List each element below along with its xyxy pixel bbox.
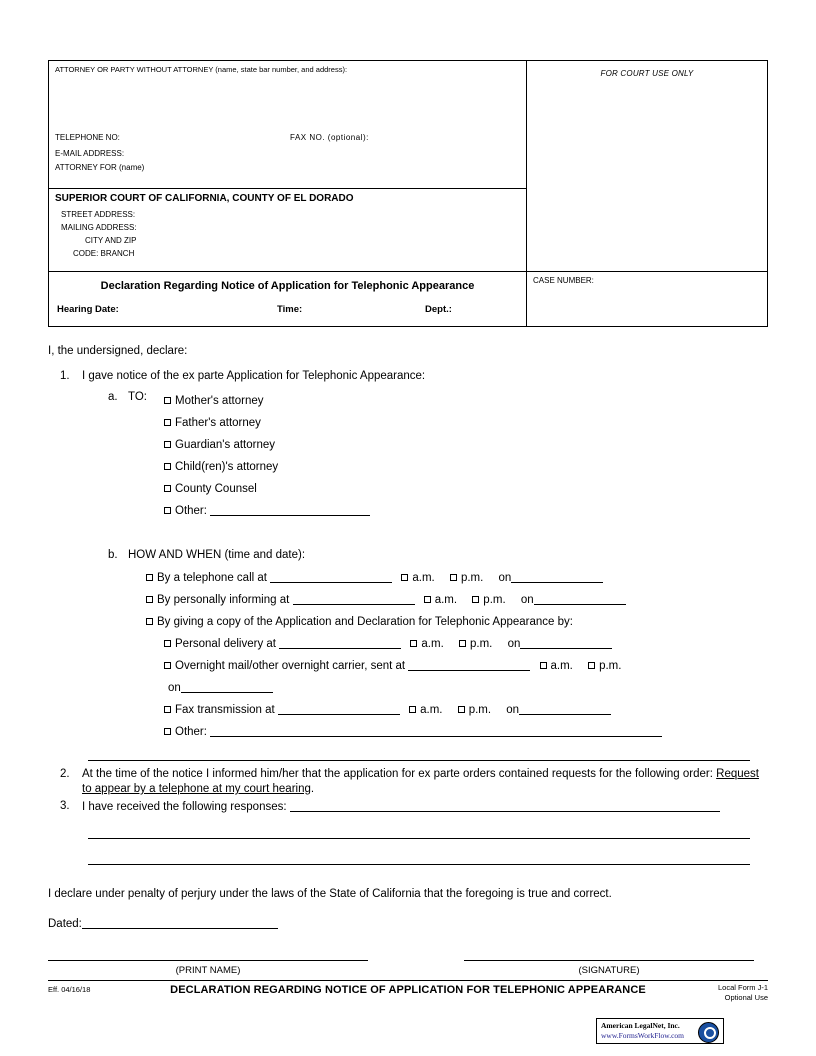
item-1b [48,548,768,743]
time-fill-in[interactable] [279,636,401,649]
date-fill-in[interactable] [519,702,611,715]
attorney-for-label: ATTORNEY FOR (name) [55,163,145,172]
how-when-options [146,567,768,743]
date-fill-in[interactable] [181,680,273,693]
option-mothers-attorney[interactable] [164,390,768,412]
attorney-block [49,61,526,189]
hearing-row [55,304,520,318]
signature-label: (SIGNATURE) [578,965,640,976]
to-options-list [164,390,768,522]
court-name: SUPERIOR COURT OF CALIFORNIA, COUNTY OF EL DORADO [55,193,354,204]
effective-date: Eff. 04/16/18 [48,985,91,994]
legalnet-url: www.FormsWorkFlow.com [601,1031,685,1040]
time-label: Time: [277,304,303,315]
legalnet-name: American LegalNet, Inc. [601,1021,680,1030]
form-number: Local Form J-1 [717,983,768,992]
attorney-label: ATTORNEY OR PARTY WITHOUT ATTORNEY (name, state bar number, and address): [55,65,348,74]
mailing-address-label: MAILING ADDRESS: [61,223,137,232]
checkbox-icon[interactable] [588,662,595,669]
dated-fill-in[interactable] [82,916,278,929]
checkbox-icon[interactable] [146,574,153,581]
am-label: a.m. [421,638,444,650]
date-fill-in[interactable] [534,592,626,605]
on-label: on [168,682,181,694]
option-label: Mother's attorney [175,395,264,407]
perjury-statement: I declare under penalty of perjury under the laws of the State of California that the foregoing is true and correct. [48,888,612,900]
checkbox-icon[interactable] [164,507,171,514]
item-3-text [82,799,768,815]
am-label: a.m. [434,594,458,606]
for-court-use-label: FOR COURT USE ONLY [600,69,694,78]
option-county-counsel[interactable] [164,478,768,500]
item-2-part1: At the time of the notice I informed him/her that the application for ex parte orders contained requests for the following order: [82,768,713,780]
item-1 [48,369,768,384]
item-1-number: 1. [60,370,70,382]
form-number-block [718,983,768,1003]
footer-title: DECLARATION REGARDING NOTICE OF APPLICATION FOR TELEPHONIC APPEARANCE [170,984,646,996]
option-label: Personal delivery at [175,638,276,650]
street-address-label: STREET ADDRESS: [61,210,136,219]
checkbox-icon[interactable] [164,485,171,492]
overnight-mail-date-row [168,677,768,699]
email-label: E-MAIL ADDRESS: [55,149,125,158]
item-1a-body [128,390,768,522]
time-fill-in[interactable] [408,658,530,671]
on-label: on [520,594,534,606]
checkbox-icon[interactable] [146,596,153,603]
am-label: a.m. [412,572,435,584]
checkbox-icon[interactable] [409,706,416,713]
on-label: on [506,704,520,716]
optional-use: Optional Use [724,993,768,1002]
code-branch-label: CODE: BRANCH [73,249,135,258]
legalnet-stamp [596,1018,724,1044]
checkbox-icon[interactable] [472,596,479,603]
on-label: on [498,572,512,584]
for-court-use-box [527,61,767,271]
item-2-period: . [310,783,315,795]
time-fill-in[interactable] [293,592,415,605]
page-footer [48,980,768,1002]
item-1b-heading: HOW AND WHEN (time and date): [128,549,306,561]
to-label: TO: [128,391,147,403]
court-block [49,189,526,271]
other-fill-in[interactable] [210,503,370,516]
pm-label: p.m. [460,572,484,584]
checkbox-icon[interactable] [401,574,408,581]
item-3-label: I have received the following responses: [82,801,287,813]
time-fill-in[interactable] [278,702,400,715]
date-fill-in[interactable] [511,570,603,583]
continuation-line-2[interactable] [88,825,750,839]
option-overnight-mail[interactable] [164,655,768,677]
caption-bottom [49,271,767,326]
print-name-block[interactable] [48,960,368,978]
telephone-row [55,133,521,142]
option-fathers-attorney[interactable] [164,412,768,434]
case-number-cell [527,272,767,326]
item-3-number: 3. [60,800,70,812]
pm-label: p.m. [483,594,506,606]
legalnet-logo-icon [698,1022,719,1043]
option-label: Father's attorney [175,417,261,429]
item-2-number: 2. [60,768,70,780]
continuation-line-3[interactable] [88,851,750,865]
responses-fill-in[interactable] [290,799,720,812]
item-1b-body [128,548,768,743]
fax-label: FAX NO. (optional): [290,133,369,142]
checkbox-icon[interactable] [164,419,171,426]
city-and-zip-label: CITY AND ZIP [85,236,137,245]
option-telephone-call[interactable] [146,567,768,589]
print-name-label: (PRINT NAME) [175,965,241,976]
checkbox-icon[interactable] [410,640,417,647]
item-1b-letter: b. [108,549,118,561]
other-method-fill-in[interactable] [210,724,662,737]
am-label: a.m. [420,704,443,716]
pm-label: p.m. [599,660,622,672]
item-3 [48,799,768,815]
caption-left-column [49,61,527,271]
option-label: By a telephone call at [157,572,267,584]
delivery-sub-options [164,633,768,743]
hearing-date-label: Hearing Date: [57,304,119,315]
option-childrens-attorney[interactable] [164,456,768,478]
item-2 [48,767,768,797]
checkbox-icon[interactable] [424,596,431,603]
option-label: Overnight mail/other overnight carrier, sent at [175,660,406,672]
document-body [48,344,768,988]
pm-label: p.m. [468,704,492,716]
time-fill-in[interactable] [270,570,392,583]
dept-label: Dept.: [425,304,452,315]
option-label: Fax transmission at [175,704,275,716]
option-personally-informing[interactable] [146,589,768,611]
option-label: Other: [175,726,207,738]
case-number-label: CASE NUMBER: [533,276,594,285]
option-label: Guardian's attorney [175,439,276,451]
checkbox-icon[interactable] [459,640,466,647]
checkbox-icon[interactable] [146,618,153,625]
intro-text: I, the undersigned, declare: [48,345,188,357]
item-1a-letter: a. [108,391,118,403]
date-fill-in[interactable] [520,636,612,649]
option-label: County Counsel [175,483,257,495]
title-cell [49,272,527,326]
option-personal-delivery[interactable] [164,633,768,655]
item-2-text [82,767,768,797]
caption-box [48,60,768,327]
checkbox-icon[interactable] [164,441,171,448]
option-fax-transmission[interactable] [164,699,768,721]
checkbox-icon[interactable] [164,463,171,470]
signature-block[interactable] [464,960,754,978]
telephone-label: TELEPHONE NO: [55,133,120,142]
option-label: By personally informing at [157,594,290,606]
checkbox-icon[interactable] [164,662,171,669]
checkbox-icon[interactable] [458,706,465,713]
on-label: on [507,638,521,650]
dated-row [48,916,768,932]
checkbox-icon[interactable] [450,574,457,581]
item-1a [48,390,768,522]
caption-top [49,61,767,271]
dated-label: Dated: [48,918,82,930]
am-label: a.m. [550,660,573,672]
option-label: Other: [175,505,207,517]
checkbox-icon[interactable] [164,706,171,713]
continuation-line-1[interactable] [88,747,750,761]
option-guardians-attorney[interactable] [164,434,768,456]
option-giving-copy[interactable] [146,611,768,633]
checkbox-icon[interactable] [164,640,171,647]
document-title: Declaration Regarding Notice of Application for Telephonic Appearance [100,280,475,292]
checkbox-icon[interactable] [540,662,547,669]
checkbox-icon[interactable] [164,728,171,735]
option-other[interactable] [164,500,768,522]
pm-label: p.m. [469,638,493,650]
item-2-underlined: Request to appear by a telephone at my court hearing [82,768,759,795]
option-label: Child(ren)'s attorney [175,461,279,473]
option-label: By giving a copy of the Application and Declaration for Telephonic Appearance by: [157,616,573,628]
option-other-method[interactable] [164,721,768,743]
checkbox-icon[interactable] [164,397,171,404]
item-1-text: I gave notice of the ex parte Application for Telephonic Appearance: [82,370,426,382]
